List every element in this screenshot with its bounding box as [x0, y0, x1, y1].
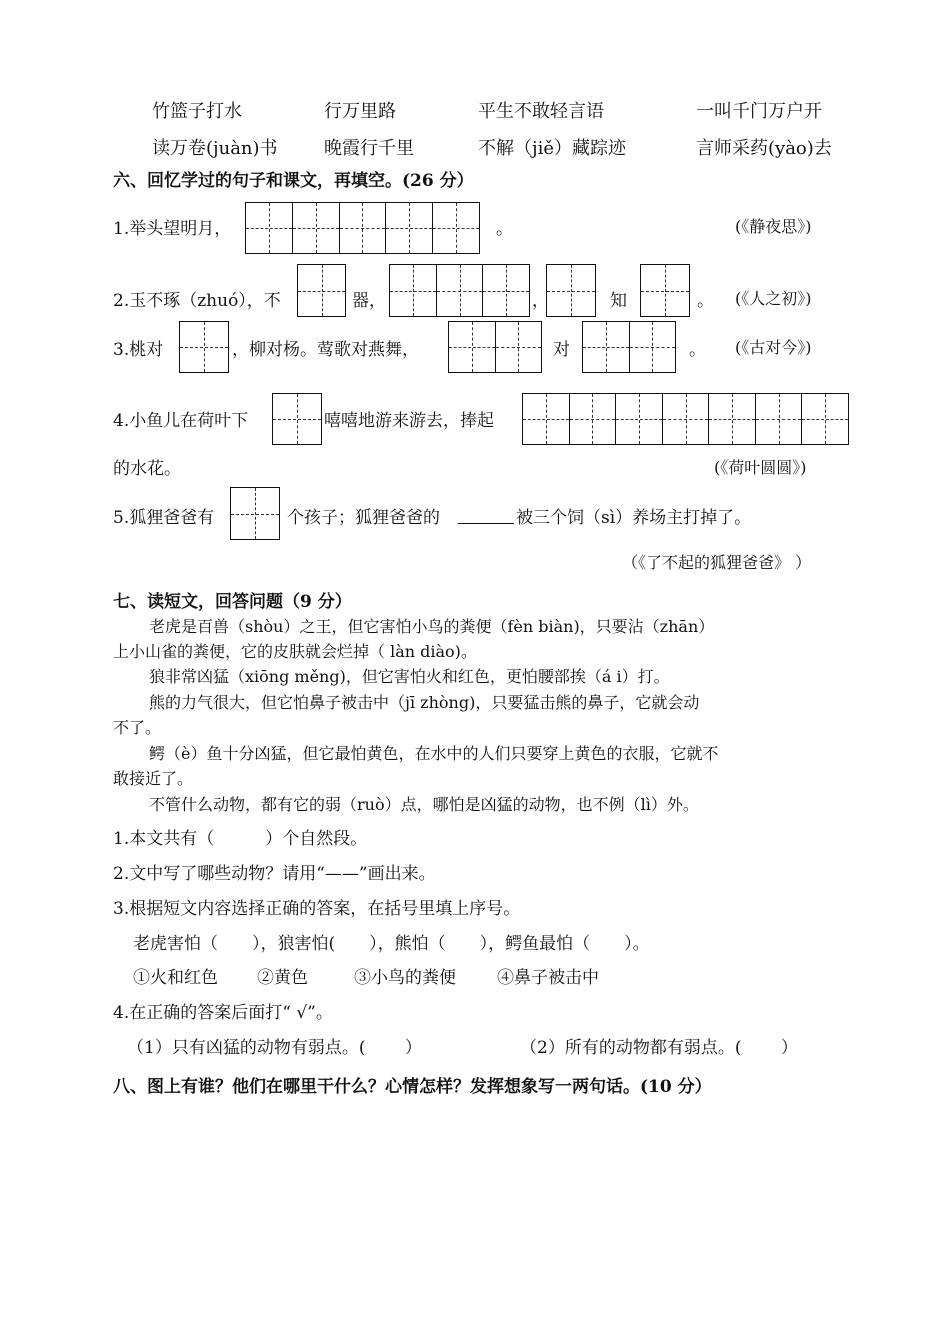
- s7-q1: 1.本文共有（ ）个自然段。: [113, 829, 368, 849]
- word-item: 竹篮子打水: [152, 101, 242, 122]
- word-item: 行万里路: [324, 101, 396, 122]
- q4-writing-grid-2[interactable]: [522, 393, 849, 445]
- q2-writing-grid-4[interactable]: [640, 264, 690, 317]
- q2-mid2: 知: [610, 291, 627, 311]
- q2-writing-grid-2[interactable]: [389, 264, 530, 317]
- q5-mid1: 个孩子；狐狸爸爸的: [287, 508, 440, 528]
- word-item: 读万卷(juàn)书: [152, 138, 278, 159]
- s7-q4-a: （1）只有凶猛的动物有弱点。( ）: [127, 1038, 422, 1058]
- word-item: 一叫千门万户开: [696, 101, 822, 122]
- passage-line: 不管什么动物，都有它的弱（ruò）点，哪怕是凶猛的动物，也不例（lì）外。: [149, 795, 699, 814]
- word-item: 不解（jiě）藏踪迹: [478, 138, 626, 159]
- passage-line: 不了。: [113, 718, 162, 737]
- q2-source: (《人之初》): [735, 289, 812, 308]
- passage-line: 老虎是百兽（shòu）之王，但它害怕小鸟的粪便（fèn biàn)，只要沾（zhān）: [149, 617, 715, 636]
- section-seven-heading: 七、读短文，回答问题（9 分）: [113, 592, 352, 612]
- q5-answer-line[interactable]: [458, 505, 514, 524]
- s7-q4: 4.在正确的答案后面打“ √”。: [113, 1003, 333, 1023]
- q5-writing-grid[interactable]: [230, 487, 280, 540]
- word-item: 言师采药(yào)去: [696, 138, 832, 159]
- q2-writing-grid-3[interactable]: [546, 264, 596, 317]
- passage-line: 鳄（è）鱼十分凶猛，但它最怕黄色，在水中的人们只要穿上黄色的衣服，它就不: [149, 744, 719, 763]
- q2-writing-grid-1[interactable]: [297, 264, 346, 317]
- q4-line2: 的水花。: [113, 459, 181, 479]
- q2-end: 。: [697, 291, 714, 311]
- q1-text: 1.举头望明月，: [113, 219, 232, 239]
- q3-writing-grid-1[interactable]: [179, 321, 229, 373]
- s7-q3: 3.根据短文内容选择正确的答案，在括号里填上序号。: [113, 899, 521, 919]
- q3-mid1: ，柳对杨。莺歌对燕舞，: [232, 340, 419, 360]
- word-item: 平生不敢轻言语: [478, 101, 604, 122]
- q2-mid1: 器，: [352, 291, 386, 311]
- q3-mid2: 对: [553, 340, 570, 360]
- s7-q4-b: （2）所有的动物都有弱点。( ）: [520, 1038, 798, 1058]
- section-eight-heading: 八、图上有谁？他们在哪里干什么？心情怎样？发挥想象写一两句话。(10 分）: [113, 1077, 712, 1097]
- s7-q2: 2.文中写了哪些动物？请用“——”画出来。: [113, 864, 436, 884]
- q1-end: 。: [496, 219, 513, 239]
- q2-comma: ，: [532, 291, 549, 311]
- option-2: ②黄色: [257, 968, 308, 988]
- passage-line: 熊的力气很大，但它怕鼻子被击中（jī zhòng)，只要猛击熊的鼻子，它就会动: [149, 693, 700, 712]
- passage-line: 上小山雀的粪便，它的皮肤就会烂掉（ làn diào)。: [113, 642, 477, 661]
- q1-writing-grid[interactable]: [245, 202, 480, 254]
- section-six-heading: 六、回忆学过的句子和课文，再填空。(26 分）: [113, 171, 474, 191]
- q3-writing-grid-2[interactable]: [448, 321, 542, 373]
- q2-text: 2.玉不琢（zhuó），不: [113, 291, 281, 311]
- q3-text: 3.桃对: [113, 340, 164, 360]
- q3-source: (《古对今》): [735, 338, 812, 357]
- q3-end: 。: [689, 340, 706, 360]
- q5-source: （《了不起的狐狸爸爸》 ）: [622, 553, 812, 572]
- q5-text: 5.狐狸爸爸有: [113, 508, 215, 528]
- q4-mid1: 嘻嘻地游来游去，捧起: [324, 411, 494, 431]
- option-4: ④鼻子被击中: [497, 968, 599, 988]
- s7-q3-fill-line: 老虎害怕（ ），狼害怕( ），熊怕（ ），鳄鱼最怕（ ）。: [133, 934, 650, 954]
- q1-source: (《静夜思》): [735, 217, 812, 236]
- q4-writing-grid-1[interactable]: [272, 393, 322, 445]
- q4-source: (《荷叶圆圆》): [714, 458, 807, 477]
- word-item: 晚霞行千里: [324, 138, 414, 159]
- q3-writing-grid-3[interactable]: [582, 321, 676, 373]
- option-3: ③小鸟的粪便: [354, 968, 456, 988]
- q5-mid2: 被三个饲（sì）养场主打掉了。: [516, 508, 752, 528]
- option-1: ①火和红色: [133, 968, 218, 988]
- passage-line: 敢接近了。: [113, 769, 194, 788]
- q4-text: 4.小鱼儿在荷叶下: [113, 411, 249, 431]
- passage-line: 狼非常凶猛（xiōng měng)，但它害怕火和红色，更怕腰部挨（á i）打。: [149, 667, 670, 686]
